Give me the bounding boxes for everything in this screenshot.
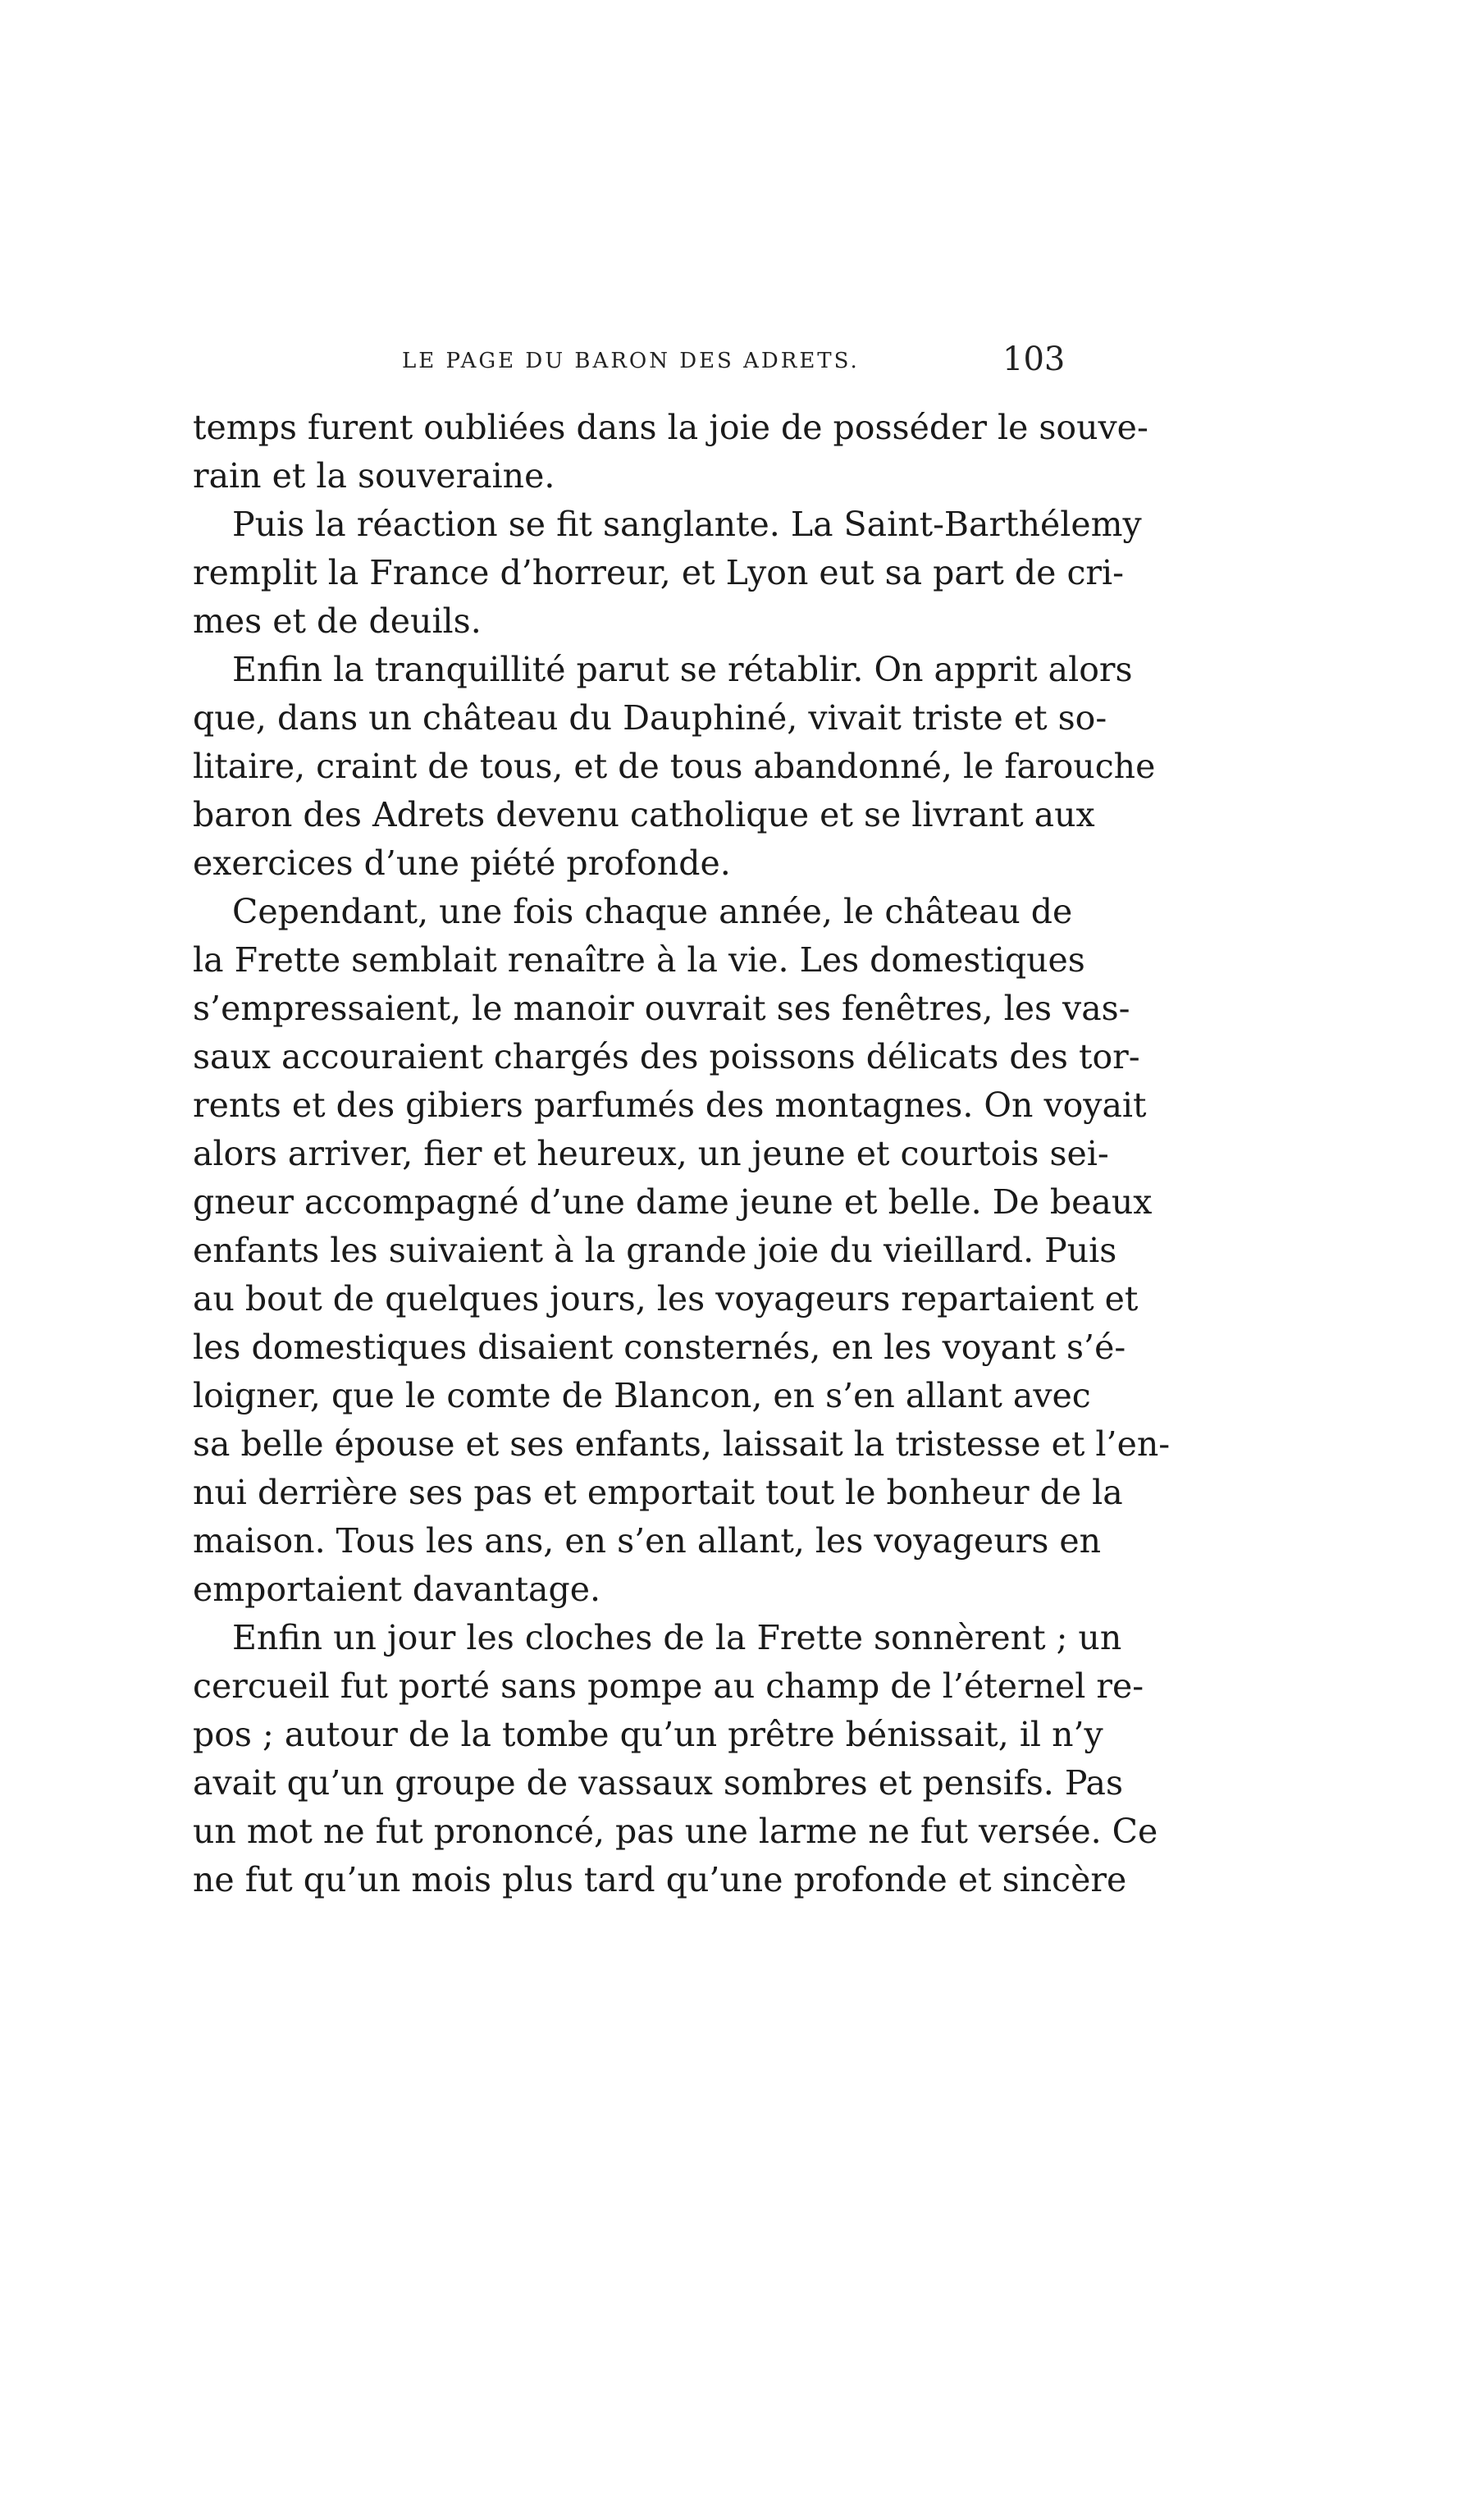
- text-line: au bout de quelques jours, les voyageurs repartaient et: [193, 1279, 1139, 1319]
- text-line: un mot ne fut prononcé, pas une larme ne fut versée. Ce: [193, 1812, 1158, 1851]
- text-line: ne fut qu’un mois plus tard qu’une profonde et sincère: [193, 1860, 1127, 1899]
- text-line: alors arriver, fier et heureux, un jeune et courtois sei-: [193, 1134, 1109, 1173]
- text-line: s’empressaient, le manoir ouvrait ses fenêtres, les vas-: [193, 989, 1130, 1028]
- text-line: la Frette semblait renaître à la vie. Les domestiques: [193, 940, 1085, 980]
- text-line: gneur accompagné d’une dame jeune et belle. De beaux: [193, 1182, 1153, 1222]
- page-number: 103: [1002, 340, 1066, 378]
- text-line: saux accouraient chargés des poissons délicats des tor-: [193, 1037, 1140, 1076]
- text-line: les domestiques disaient consternés, en les voyant s’é-: [193, 1328, 1126, 1367]
- text-line: loigner, que le comte de Blancon, en s’en allant avec: [193, 1376, 1091, 1415]
- text-line: baron des Adrets devenu catholique et se livrant aux: [193, 795, 1095, 834]
- text-line: exercices d’une piété profonde.: [193, 843, 731, 883]
- text-line: cercueil fut porté sans pompe au champ de l’éternel re-: [193, 1666, 1144, 1706]
- text-line: Enfin un jour les cloches de la Frette sonnèrent ; un: [232, 1618, 1122, 1657]
- text-line: que, dans un château du Dauphiné, vivait triste et so-: [193, 698, 1107, 738]
- text-line: Cependant, une fois chaque année, le château de: [232, 892, 1073, 931]
- text-line: Puis la réaction se fit sanglante. La Saint-Barthélemy: [232, 505, 1142, 544]
- body-text: [193, 404, 1171, 1904]
- text-line: emportaient davantage.: [193, 1570, 601, 1609]
- text-line: nui derrière ses pas et emportait tout le bonheur de la: [193, 1473, 1123, 1512]
- running-title: LE PAGE DU BARON DES ADRETS.: [402, 349, 860, 373]
- text-line: litaire, craint de tous, et de tous abandonné, le farouche: [193, 747, 1156, 786]
- text-line: avait qu’un groupe de vassaux sombres et pensifs. Pas: [193, 1763, 1124, 1803]
- text-line: remplit la France d’horreur, et Lyon eut sa part de cri-: [193, 553, 1124, 592]
- text-line: rents et des gibiers parfumés des montagnes. On voyait: [193, 1085, 1147, 1125]
- text-line: sa belle épouse et ses enfants, laissait la tristesse et l’en-: [193, 1424, 1171, 1464]
- text-line: enfants les suivaient à la grande joie du vieillard. Puis: [193, 1231, 1117, 1270]
- text-line: rain et la souveraine.: [193, 456, 555, 496]
- text-line: maison. Tous les ans, en s’en allant, les voyageurs en: [193, 1521, 1102, 1561]
- text-line: temps furent oubliées dans la joie de posséder le souve-: [193, 408, 1148, 447]
- text-line: Enfin la tranquillité parut se rétablir. On apprit alors: [232, 650, 1133, 689]
- text-line: pos ; autour de la tombe qu’un prêtre bénissait, il n’y: [193, 1715, 1103, 1754]
- text-line: mes et de deuils.: [193, 601, 482, 641]
